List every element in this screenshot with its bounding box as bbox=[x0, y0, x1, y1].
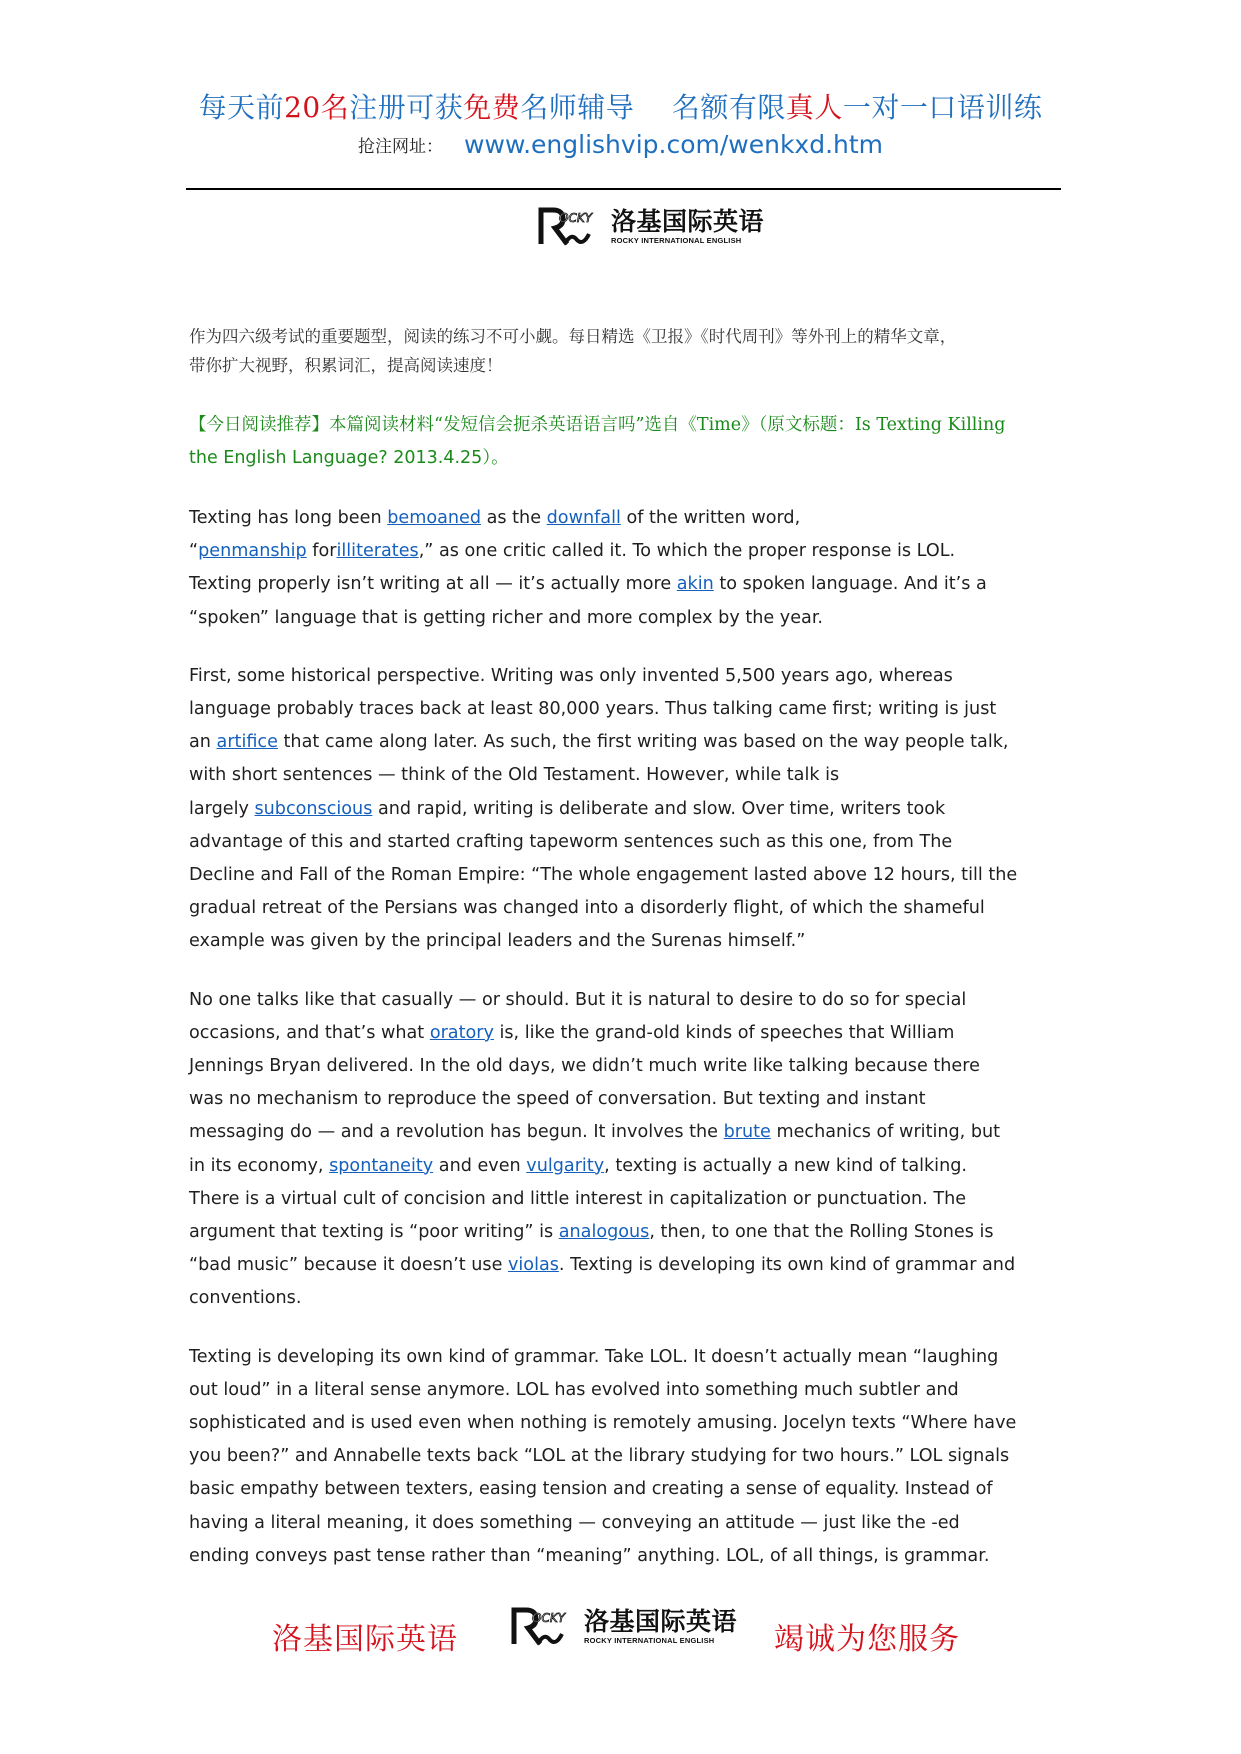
text-line bbox=[189, 1473, 1069, 1506]
text-run: of the written word, bbox=[620, 508, 801, 528]
text-run: ,” as one critic called it. To which the proper response is LOL. bbox=[418, 541, 956, 562]
text-run: and even bbox=[433, 1155, 527, 1176]
promo-banner bbox=[0, 86, 1241, 126]
intro-line: 作为四六级考试的重要题型，阅读的练习不可小觑。每日精选《卫报》《时代周刊》等外刊上的精华文章， bbox=[189, 327, 957, 346]
svg-text:OCKY: OCKY bbox=[532, 1611, 566, 1625]
text-run: as the bbox=[481, 508, 547, 528]
intro-line: 带你扩大视野，积累词汇，提高阅读速度！ bbox=[189, 356, 503, 375]
text-run: . Texting is developing its own kind of grammar and bbox=[558, 1255, 1016, 1276]
text-run: you been?” and Annabelle texts back “LOL at the library studying for two hours.” LOL signals bbox=[189, 1446, 1010, 1467]
header-logo bbox=[537, 204, 764, 248]
text-line bbox=[189, 726, 1069, 759]
vocab-link[interactable]: subconscious bbox=[254, 798, 373, 819]
text-line bbox=[189, 693, 1069, 726]
logo-chinese-name: 洛基国际英语 bbox=[584, 1606, 738, 1636]
text-run: out loud” in a literal sense anymore. LOL has evolved into something much subtler and bbox=[189, 1379, 959, 1400]
text-run: messaging do — and a revolution has begun. It involves the bbox=[189, 1122, 724, 1143]
promo-segment: 名 bbox=[320, 91, 350, 124]
reading-recommendation bbox=[189, 409, 1061, 475]
text-run: occasions, and that’s what bbox=[189, 1022, 430, 1043]
text-line bbox=[189, 602, 1069, 635]
text-run: was no mechanism to reproduce the speed of conversation. But texting and instant bbox=[189, 1089, 926, 1110]
recommend-line: 【今日阅读推荐】本篇阅读材料“发短信会扼杀英语语言吗”选自《Time》（原文标题：Is Texting Killing bbox=[189, 415, 1006, 435]
text-run: that came along later. As such, the first writing was based on the way people talk, bbox=[277, 732, 1009, 753]
text-line bbox=[189, 1050, 1069, 1083]
article-paragraph bbox=[189, 984, 1069, 1316]
vocab-link[interactable]: artifice bbox=[216, 732, 278, 753]
logo-chinese-name: 洛基国际英语 bbox=[611, 206, 765, 236]
vocab-link[interactable]: analogous bbox=[558, 1222, 650, 1243]
text-run: advantage of this and started crafting tapeworm sentences such as this one, from The bbox=[189, 831, 953, 852]
vocab-link[interactable]: penmanship bbox=[198, 541, 307, 562]
article-paragraph bbox=[189, 660, 1069, 959]
text-run: Decline and Fall of the Roman Empire: “The whole engagement lasted above 12 hours, till the bbox=[189, 865, 1018, 886]
text-run: to spoken language. And it’s a bbox=[713, 574, 987, 595]
text-line bbox=[189, 1341, 1069, 1374]
text-run: conventions. bbox=[189, 1288, 302, 1309]
header-divider bbox=[186, 188, 1061, 190]
text-line bbox=[189, 535, 1069, 568]
promo-segment: 免费 bbox=[463, 91, 521, 124]
text-line bbox=[189, 859, 1069, 892]
text-line bbox=[189, 1249, 1069, 1282]
text-run: Texting is developing its own kind of grammar. Take LOL. It doesn’t actually mean “laughing bbox=[189, 1346, 999, 1367]
svg-text:OCKY: OCKY bbox=[559, 211, 593, 225]
intro-text bbox=[189, 322, 1059, 380]
text-line bbox=[189, 1017, 1069, 1050]
text-run: in its economy, bbox=[189, 1155, 330, 1176]
text-run: First, some historical perspective. Writing was only invented 5,500 years ago, whereas bbox=[189, 665, 953, 686]
text-run: , texting is actually a new kind of talking. bbox=[604, 1155, 967, 1176]
article-paragraph bbox=[189, 1341, 1069, 1573]
page-footer bbox=[0, 1590, 1241, 1660]
vocab-link[interactable]: akin bbox=[676, 574, 714, 595]
text-line bbox=[189, 1540, 1069, 1573]
text-run: having a literal meaning, it does something — conveying an attitude — just like the -ed bbox=[189, 1512, 960, 1533]
text-line bbox=[189, 925, 1069, 958]
text-line bbox=[189, 1282, 1069, 1315]
promo-segment: 每天前 bbox=[198, 91, 285, 124]
text-line bbox=[189, 1083, 1069, 1116]
text-line bbox=[189, 892, 1069, 925]
text-run: No one talks like that casually — or should. But it is natural to desire to do so for special bbox=[189, 989, 967, 1010]
promo-url-row bbox=[0, 130, 1241, 159]
text-run: an bbox=[189, 732, 217, 753]
rocky-logo-icon bbox=[510, 1604, 582, 1648]
text-line bbox=[189, 793, 1069, 826]
url-label: 抢注网址： bbox=[357, 137, 443, 157]
text-run: and rapid, writing is deliberate and slow. Over time, writers took bbox=[372, 798, 946, 819]
text-run: Texting has long been bbox=[189, 508, 388, 528]
text-run: , then, to one that the Rolling Stones is bbox=[649, 1222, 994, 1243]
vocab-link[interactable]: brute bbox=[723, 1122, 771, 1143]
text-run: example was given by the principal leaders and the Surenas himself.” bbox=[189, 931, 806, 952]
text-line bbox=[189, 1407, 1069, 1440]
text-line bbox=[189, 826, 1069, 859]
text-run: mechanics of writing, but bbox=[770, 1122, 1001, 1143]
text-run: language probably traces back at least 80,000 years. Thus talking came first; writing is just bbox=[189, 699, 997, 720]
text-run: basic empathy between texters, easing tension and creating a sense of equality. Instead of bbox=[189, 1479, 993, 1500]
text-line bbox=[189, 1150, 1069, 1183]
text-run: Texting properly isn’t writing at all — it’s actually more bbox=[189, 574, 677, 595]
footer-right-text: 竭诚为您服务 bbox=[774, 1622, 960, 1657]
logo-english-name: ROCKY INTERNATIONAL ENGLISH bbox=[584, 1635, 715, 1645]
text-line bbox=[189, 1374, 1069, 1407]
rocky-logo-icon bbox=[537, 204, 609, 248]
text-run: for bbox=[306, 541, 337, 562]
text-line bbox=[189, 1216, 1069, 1249]
promo-segment: 名师辅导 名额有限 bbox=[520, 91, 786, 124]
text-run: “bad music” because it doesn’t use bbox=[189, 1255, 508, 1276]
promo-url-link[interactable]: www.englishvip.com/wenkxd.htm bbox=[464, 130, 884, 159]
text-line bbox=[189, 1116, 1069, 1149]
vocab-link[interactable]: bemoaned bbox=[387, 508, 482, 528]
text-line bbox=[189, 1440, 1069, 1473]
vocab-link[interactable]: oratory bbox=[429, 1022, 494, 1043]
promo-segment: 真人 bbox=[785, 91, 843, 124]
text-run: largely bbox=[189, 798, 255, 819]
vocab-link[interactable]: spontaneity bbox=[329, 1155, 434, 1176]
promo-segment: 注册可获 bbox=[349, 91, 464, 124]
article-paragraph bbox=[189, 502, 1069, 635]
text-run: with short sentences — think of the Old Testament. However, while talk is bbox=[189, 765, 840, 786]
text-run: “ bbox=[189, 541, 199, 562]
text-line bbox=[189, 984, 1069, 1017]
article-body bbox=[189, 502, 1069, 1598]
vocab-link[interactable]: illiterates bbox=[336, 541, 419, 562]
text-run: ending conveys past tense rather than “meaning” anything. LOL, of all things, is grammar. bbox=[189, 1545, 990, 1566]
text-run: is, like the grand-old kinds of speeches that William bbox=[493, 1022, 955, 1043]
recommend-line: the English Language? 2013.4.25）。 bbox=[189, 448, 509, 468]
promo-segment: 一对一口语训练 bbox=[842, 91, 1043, 124]
footer-logo bbox=[510, 1604, 737, 1648]
text-line bbox=[189, 1507, 1069, 1540]
text-run: argument that texting is “poor writing” is bbox=[189, 1222, 559, 1243]
promo-segment: 20 bbox=[284, 91, 321, 124]
text-line bbox=[189, 1183, 1069, 1216]
vocab-link[interactable]: downfall bbox=[546, 508, 621, 528]
text-run: “spoken” language that is getting richer and more complex by the year. bbox=[189, 607, 824, 628]
text-line bbox=[189, 660, 1069, 693]
vocab-link[interactable]: violas bbox=[508, 1255, 559, 1276]
text-run: There is a virtual cult of concision and little interest in capitalization or punctuation. The bbox=[189, 1188, 967, 1209]
text-line bbox=[189, 759, 1069, 792]
text-line bbox=[189, 502, 1069, 535]
footer-left-text: 洛基国际英语 bbox=[272, 1622, 458, 1657]
vocab-link[interactable]: vulgarity bbox=[526, 1155, 605, 1176]
logo-english-name: ROCKY INTERNATIONAL ENGLISH bbox=[611, 235, 742, 245]
text-run: Jennings Bryan delivered. In the old days, we didn’t much write like talking because there bbox=[189, 1056, 980, 1077]
text-run: sophisticated and is used even when nothing is remotely amusing. Jocelyn texts “Where have bbox=[189, 1413, 1017, 1434]
text-line bbox=[189, 568, 1069, 601]
text-run: gradual retreat of the Persians was changed into a disorderly flight, of which the shameful bbox=[189, 898, 985, 919]
